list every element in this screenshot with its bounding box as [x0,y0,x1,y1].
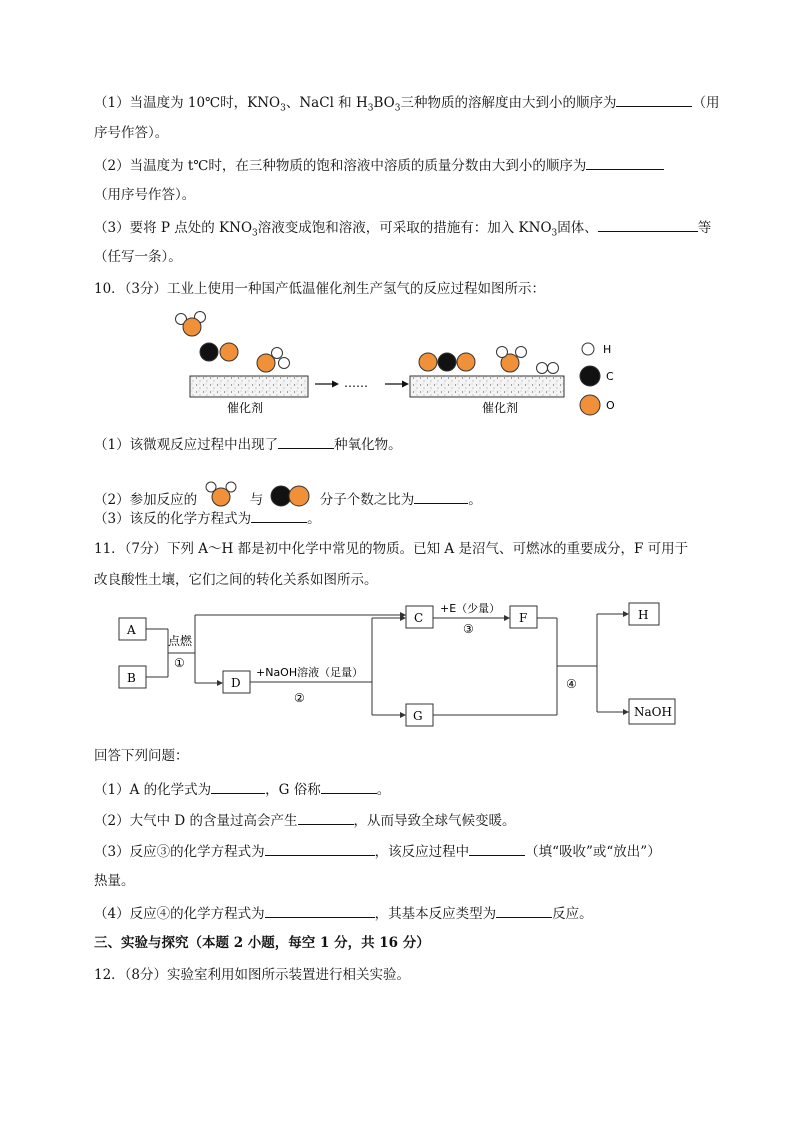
catalyst-label-left: 催化剂 [227,401,264,415]
q10-item3: （3）该反的化学方程式为 。 [94,508,321,528]
catalyst-label-right: 催化剂 [482,401,519,415]
q11-item3: （3）反应③的化学方程式为 ，该反应过程中 （填“吸收”或“放出”） [94,841,661,861]
h2-molecule [537,363,559,374]
catalyst-reaction-diagram [160,306,640,418]
q10-item1: （1）该微观反应过程中出现了 种氧化物。 [94,434,402,454]
answer-blank[interactable] [251,508,307,523]
arrow-icon [402,381,409,388]
q9-item1-cont: 序号作答）。 [94,125,169,141]
answer-blank[interactable] [211,779,265,794]
box-g-label: G [413,709,423,723]
arrow-icon [623,709,629,715]
arrow-icon [332,381,339,388]
q11-title-cont: 改良酸性土壤，它们之间的转化关系如图所示。 [94,572,378,588]
q11-title: 11．（7分）下列 A～H 都是初中化学中常见的物质。已知 A 是沼气、可燃冰的重要成分，F 可用于 [94,541,689,557]
answer-blank[interactable] [414,489,468,504]
co2-molecule [419,353,475,371]
q11-item4: （4）反应④的化学方程式为 ，其基本反应类型为 反应。 [94,903,593,923]
answer-blank[interactable] [298,810,354,825]
answer-blank[interactable] [321,779,377,794]
answer-blank[interactable] [598,217,698,232]
q9-item3: （3）要将 P 点处的 $KNO_3$溶液变成饱和溶液，可采取的措施有：加入 $KNO_3$固体、 等 [94,217,711,243]
co-molecule [200,343,238,361]
q9-item2: （2）当温度为 t℃时，在三种物质的饱和溶液中溶质的质量分数由大到小的顺序为 [94,155,664,175]
legend-c: C [606,370,614,383]
legend [580,343,615,415]
box-f-label: F [519,611,528,625]
water-molecule-adsorbed [257,348,290,373]
e-small-label: +E（少量） [440,602,501,615]
arrow-icon [217,680,223,686]
answer-blank[interactable] [496,903,552,918]
reaction-3-label: ③ [463,622,474,636]
box-c-label: C [414,611,424,625]
answer-blank[interactable] [586,155,664,170]
answer-blank[interactable] [616,92,692,107]
q9-item1: （1）当温度为 10℃时，$KNO_3$、NaCl 和 $H_3BO_3$三种物质的溶解度由大到小的顺序为 （用 [94,92,719,118]
answer-blank[interactable] [278,434,334,449]
q9-item3-cont: （任写一条）。 [94,249,182,265]
ignite-label: 点燃 [168,634,193,648]
co-molecule-icon [267,484,315,510]
q10-title: 10．（3分）工业上使用一种国产低温催化剂生产氢气的反应过程如图所示： [94,281,546,297]
water-molecule-icon [201,480,245,510]
water-molecule [176,312,206,337]
arrow-icon [400,712,406,718]
reaction-4-label: ④ [566,677,577,691]
water-molecule-right [497,347,527,373]
q11-answer-intro: 回答下列问题： [94,748,189,764]
box-d-label: D [231,676,241,690]
q11-item1: （1）A 的化学式为 ，G 俗称 。 [94,779,390,799]
answer-blank[interactable] [469,841,525,856]
q10-item2: （2）参加反应的 与 分子个数之比为 。 [94,484,482,510]
arrow-icon [623,611,629,617]
naoh-solution-label: +NaOH溶液（足量） [256,666,364,679]
box-b-label: B [127,671,136,685]
q11-item2: （2）大气中 D 的含量过高会产生 ，从而导致全球气候变暖。 [94,810,516,830]
legend-h: H [603,343,612,356]
arrow-icon [504,615,510,621]
box-naoh-label: NaOH [634,705,672,719]
answer-blank[interactable] [265,903,375,918]
answer-blank[interactable] [265,841,375,856]
catalyst-block-left [190,376,308,397]
reaction-1-label: ① [174,656,185,670]
box-h-label: H [638,608,649,622]
legend-o: O [606,399,615,412]
reaction-2-label: ② [294,691,305,705]
conversion-flow-diagram [110,598,710,733]
section-3-title: 三、实验与探究（本题 2 小题，每空 1 分，共 16 分） [94,935,430,951]
q12-title: 12．（8分）实验室利用如图所示装置进行相关实验。 [94,967,411,983]
box-a-label: A [127,623,136,637]
ellipsis: …… [344,376,368,390]
q11-item3-cont: 热量。 [94,873,135,889]
q9-item2-cont: （用序号作答）。 [94,187,196,203]
catalyst-block-right [410,376,564,397]
